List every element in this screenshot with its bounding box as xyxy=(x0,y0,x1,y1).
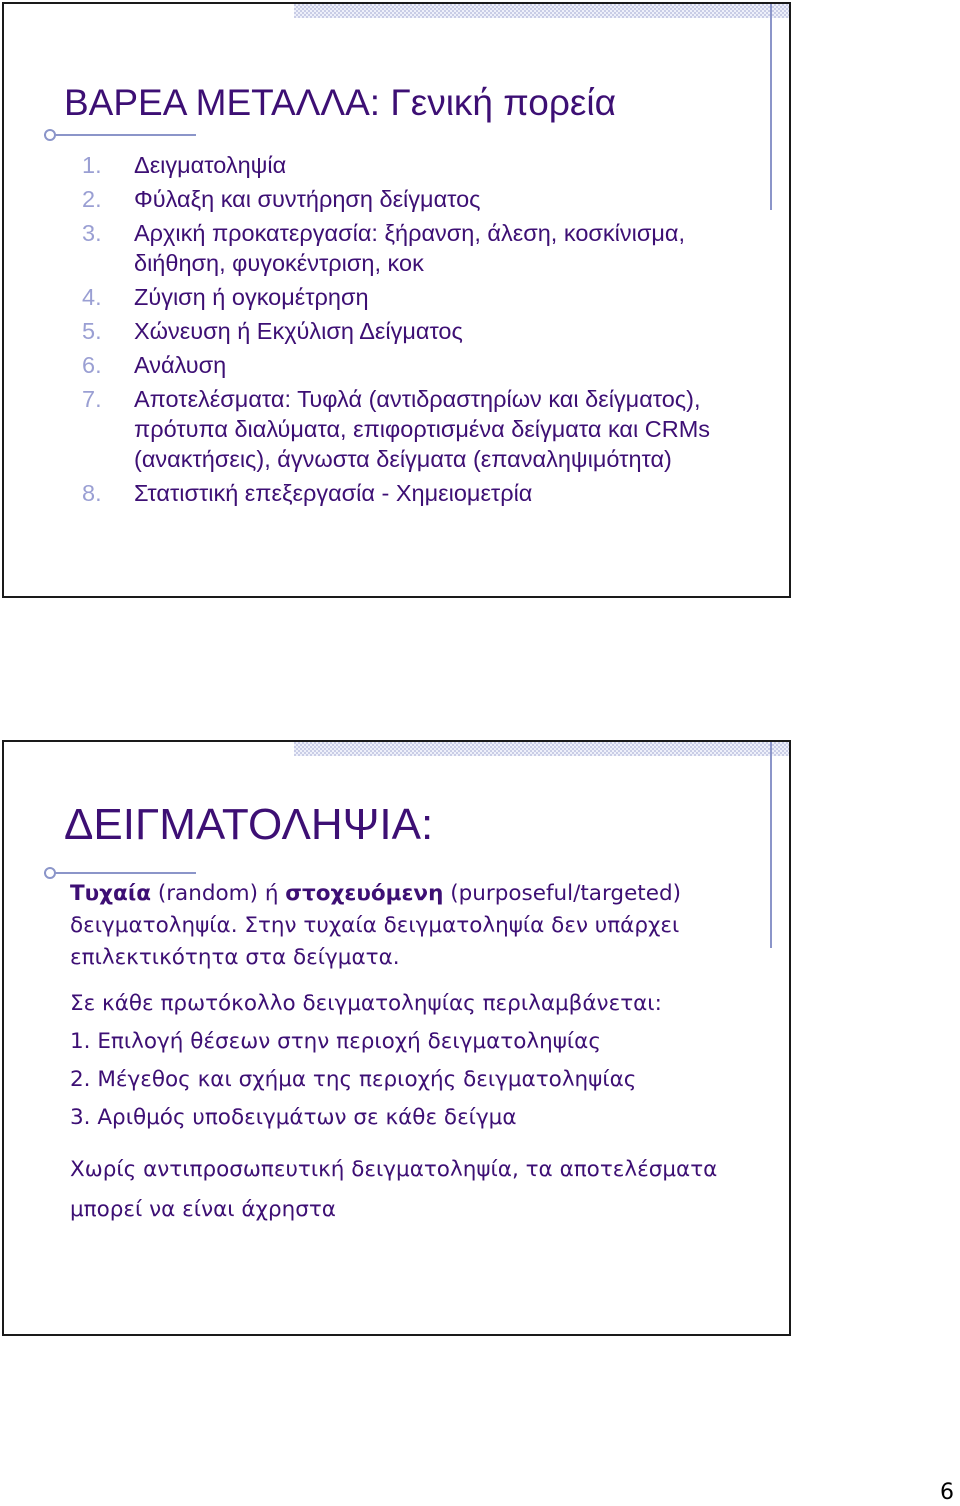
slide-2-title: ΔΕΙΓΜΑΤΟΛΗΨΙΑ: xyxy=(64,800,434,849)
list-item-number: 2. xyxy=(82,186,102,212)
list-item-number: 4. xyxy=(82,284,102,310)
list-item-number: 1. xyxy=(82,152,102,178)
list-item-text: Στατιστική επεξεργασία - Χημειομετρία xyxy=(134,480,533,506)
list-item-number: 7. xyxy=(82,386,102,412)
list-item-text: Δειγματοληψία xyxy=(134,152,287,178)
decorative-circle-icon xyxy=(44,129,56,141)
list-item xyxy=(82,184,762,214)
list-item-text: Αποτελέσματα: Τυφλά (αντιδραστηρίων και δείγματος), πρότυπα διαλύματα, επιφορτισμένα δείγματα και CRMs (ανακτήσεις), άγνωστα δείγματα (επαναληψιμότητα) xyxy=(134,386,711,472)
intro-text: (random) ή xyxy=(150,881,286,906)
list-item xyxy=(82,384,762,474)
decorative-circle-icon xyxy=(44,867,56,879)
protocol-step: 3. Αριθμός υποδειγμάτων σε κάθε δείγμα xyxy=(70,1105,517,1130)
slide-2-body xyxy=(70,878,770,1230)
conclusion-text: Χωρίς αντιπροσωπευτική δειγματοληψία, τα αποτελέσματα μπορεί να είναι άχρηστα xyxy=(70,1157,718,1222)
intro-paragraph xyxy=(70,878,770,974)
list-item xyxy=(82,316,762,346)
slide-2 xyxy=(2,740,791,1336)
list-item xyxy=(82,282,762,312)
decorative-horizontal-line xyxy=(44,134,196,136)
list-item xyxy=(82,150,762,180)
protocol-step: 1. Επιλογή θέσεων στην περιοχή δειγματοληψίας xyxy=(70,1029,601,1054)
list-item-number: 5. xyxy=(82,318,102,344)
decorative-vertical-line xyxy=(770,4,772,210)
procedure-list xyxy=(82,150,762,512)
list-item xyxy=(82,218,762,278)
list-item-number: 3. xyxy=(82,220,102,246)
list-item-text: Ανάλυση xyxy=(134,352,227,378)
decorative-horizontal-line xyxy=(44,872,196,874)
slide-1-title: ΒΑΡΕΑ ΜΕΤΑΛΛΑ: Γενική πορεία xyxy=(64,82,617,123)
intro-text: (purposeful/targeted) δειγματοληψία. Στην τυχαία δειγματοληψία δεν υπάρχει επιλεκτικότητα στα δείγματα. xyxy=(70,881,682,970)
slide-1 xyxy=(2,2,791,598)
list-item-text: Χώνευση ή Εκχύλιση Δείγματος xyxy=(134,318,463,344)
list-item xyxy=(82,350,762,380)
list-item-number: 6. xyxy=(82,352,102,378)
page-number: 6 xyxy=(940,1480,954,1505)
protocol-heading: Σε κάθε πρωτόκολλο δειγματοληψίας περιλαμβάνεται: xyxy=(70,991,662,1016)
list-item-text: Αρχική προκατεργασία: ξήρανση, άλεση, κοσκίνισμα, διήθηση, φυγοκέντριση, κοκ xyxy=(134,220,685,276)
checker-pattern xyxy=(294,742,791,756)
keyword-random: Τυχαία xyxy=(70,881,151,906)
list-item-text: Ζύγιση ή ογκομέτρηση xyxy=(134,284,369,310)
checker-pattern xyxy=(294,4,791,18)
protocol-step: 2. Μέγεθος και σχήμα της περιοχής δειγματοληψίας xyxy=(70,1067,637,1092)
list-item xyxy=(82,478,762,508)
list-item-number: 8. xyxy=(82,480,102,506)
list-item-text: Φύλαξη και συντήρηση δείγματος xyxy=(134,186,481,212)
decorative-vertical-line xyxy=(770,742,772,948)
keyword-targeted: στοχευόμενη xyxy=(285,881,444,906)
